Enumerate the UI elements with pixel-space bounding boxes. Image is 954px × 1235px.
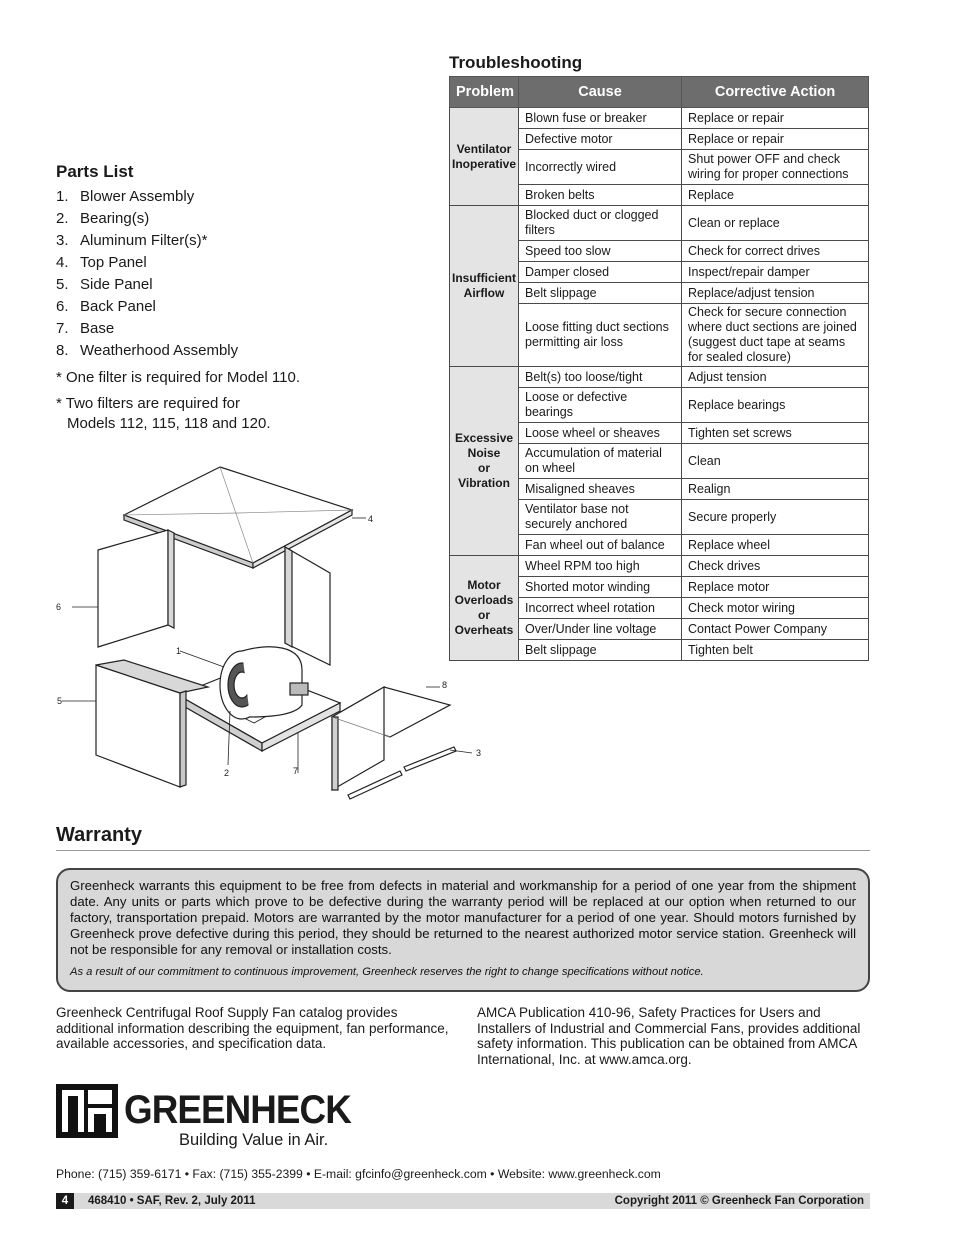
problem-line: Insufficient [452,271,517,285]
catalog-info-text: Greenheck Centrifugal Roof Supply Fan catalog provides additional information describing the equipment, fan performance, available accessories, and specification data. [56,1005,449,1051]
problem-line: Vibration [458,476,510,490]
document-id: 468410 • SAF, Rev. 2, July 2011 [88,1195,256,1207]
action-cell: Tighten set screws [682,423,869,444]
parts-list-item [56,274,238,296]
cause-cell: Over/Under line voltage [519,619,682,640]
action-cell: Inspect/repair damper [682,262,869,283]
header-corrective-action: Corrective Action [682,77,869,108]
table-header-row [450,77,869,108]
item-label: Back Panel [80,298,156,315]
greenheck-wordmark: GREENHECK [124,1088,351,1132]
cause-cell: Blown fuse or breaker [519,108,682,129]
callout-7: 7 [293,766,299,776]
problem-line: Overloads [454,593,514,607]
item-label: Base [80,320,115,337]
troubleshooting-table [449,76,869,661]
warranty-box [56,868,870,992]
item-number: 1. [56,188,69,205]
item-label: Side Panel [80,276,153,293]
action-cell: Contact Power Company [682,619,869,640]
callout-3: 3 [476,748,482,758]
cause-cell: Misaligned sheaves [519,479,682,500]
action-cell: Replace/adjust tension [682,283,869,304]
problem-line: Airflow [463,286,505,300]
action-cell: Shut power OFF and check wiring for proper connections [682,150,869,185]
problem-line: Excessive [454,431,514,445]
action-cell: Clean or replace [682,206,869,241]
cause-cell: Loose fitting duct sections permitting air loss [519,304,682,367]
cause-cell: Belt(s) too loose/tight [519,367,682,388]
troubleshooting-title: Troubleshooting [449,53,583,72]
item-label: Aluminum Filter(s)* [80,232,208,249]
warranty-divider [56,850,870,851]
action-cell: Replace or repair [682,108,869,129]
item-number: 5. [56,276,69,293]
item-number: 2. [56,210,69,227]
cause-cell: Speed too slow [519,241,682,262]
parts-list-item [56,230,238,252]
back-panel-drawing [72,530,174,647]
item-label: Weatherhood Assembly [80,342,239,359]
cause-cell: Loose wheel or sheaves [519,423,682,444]
action-cell: Tighten belt [682,640,869,661]
cause-cell: Defective motor [519,129,682,150]
exploded-parts-diagram [40,455,500,815]
action-cell: Check drives [682,556,869,577]
callout-8: 8 [442,680,448,690]
action-cell: Check for secure connection where duct sections are joined (suggest duct tape at seams for sealed closure) [682,304,869,367]
parts-list-item [56,208,238,230]
callout-6: 6 [56,602,62,612]
item-number: 4. [56,254,69,271]
action-cell: Clean [682,444,869,479]
action-cell: Realign [682,479,869,500]
item-number: 8. [56,342,69,359]
action-cell: Replace motor [682,577,869,598]
callout-1: 1 [176,646,182,656]
cause-cell: Belt slippage [519,640,682,661]
action-cell: Check for correct drives [682,241,869,262]
callout-2: 2 [224,768,230,778]
filter-note-other-models [56,394,356,434]
contact-info: Phone: (715) 359-6171 • Fax: (715) 355-2399 • E-mail: gfcinfo@greenheck.com • Website: www.greenheck.com [56,1167,661,1181]
callout-5: 5 [57,696,63,706]
parts-list-title: Parts List [56,162,134,181]
cause-cell: Wheel RPM too high [519,556,682,577]
action-cell: Replace bearings [682,388,869,423]
problem-cell [450,108,519,206]
problem-cell [450,206,519,367]
action-cell: Replace [682,185,869,206]
parts-list-item [56,252,238,274]
item-number: 3. [56,232,69,249]
parts-list-item [56,340,238,362]
action-cell: Adjust tension [682,367,869,388]
problem-line: Motor [467,578,501,592]
cause-cell: Fan wheel out of balance [519,535,682,556]
callout-4: 4 [368,514,374,524]
parts-list-item [56,318,238,340]
item-label: Blower Assembly [80,188,195,205]
parts-list [56,186,238,362]
cause-cell: Ventilator base not securely anchored [519,500,682,535]
problem-line: Noise [467,446,501,460]
problem-line: or [478,608,491,622]
warranty-text: Greenheck warrants this equipment to be free from defects in material and workmanship for a period of one year from the shipment date. Any units or parts which prove to be defective during the warranty period will be replaced at our option when returned to our factory, transportation prepaid. Motors are warranted by the motor manufacturer for a period of one year. Should motors furnished by Greenheck prove defective during this period, they should be returned to the nearest authorized motor service station. Greenheck will not be responsible for any removal or installation costs. [70,878,856,957]
cause-cell: Belt slippage [519,283,682,304]
cause-cell: Incorrect wheel rotation [519,598,682,619]
action-cell: Replace wheel [682,535,869,556]
copyright-notice: Copyright 2011 © Greenheck Fan Corporation [614,1195,864,1207]
amca-publication-text: AMCA Publication 410-96, Safety Practices for Users and Installers of Industrial and Commercial Fans, provides additional safety information. This publication can be obtained from AMCA International, Inc. at www.amca.org. [477,1005,861,1067]
specification-change-note: As a result of our commitment to continuous improvement, Greenheck reserves the right to change specifications without notice. [70,966,704,978]
header-cause: Cause [519,77,682,108]
parts-list-item [56,186,238,208]
cause-cell: Damper closed [519,262,682,283]
registered-mark: ® [112,1130,118,1139]
side-panel-right-drawing [285,547,330,665]
parts-list-item [56,296,238,318]
problem-line: or [478,461,491,475]
table-row [450,556,869,577]
greenheck-logo-mark [56,1084,118,1138]
table-row [450,206,869,241]
item-label: Top Panel [80,254,147,271]
logo-tagline: Building Value in Air. [179,1131,329,1149]
cause-cell: Loose or defective bearings [519,388,682,423]
table-row [450,108,869,129]
warranty-title: Warranty [56,824,142,846]
problem-line: Inoperative [452,156,517,171]
cause-cell: Accumulation of material on wheel [519,444,682,479]
cause-cell: Incorrectly wired [519,150,682,185]
note-line: Models 112, 115, 118 and 120. [67,415,271,432]
action-cell: Secure properly [682,500,869,535]
note-line: * Two filters are required for [56,395,240,412]
item-label: Bearing(s) [80,210,150,227]
side-panel-left-drawing [62,660,208,787]
table-row [450,367,869,388]
cause-cell: Shorted motor winding [519,577,682,598]
problem-line: Ventilator [456,141,512,156]
header-problem: Problem [450,77,519,108]
problem-line: Overheats [454,623,514,637]
action-cell: Replace or repair [682,129,869,150]
item-number: 6. [56,298,69,315]
item-number: 7. [56,320,69,337]
action-cell: Check motor wiring [682,598,869,619]
cause-cell: Blocked duct or clogged filters [519,206,682,241]
page-number: 4 [56,1193,74,1209]
cause-cell: Broken belts [519,185,682,206]
filter-note-model-110: * One filter is required for Model 110. [56,369,301,386]
